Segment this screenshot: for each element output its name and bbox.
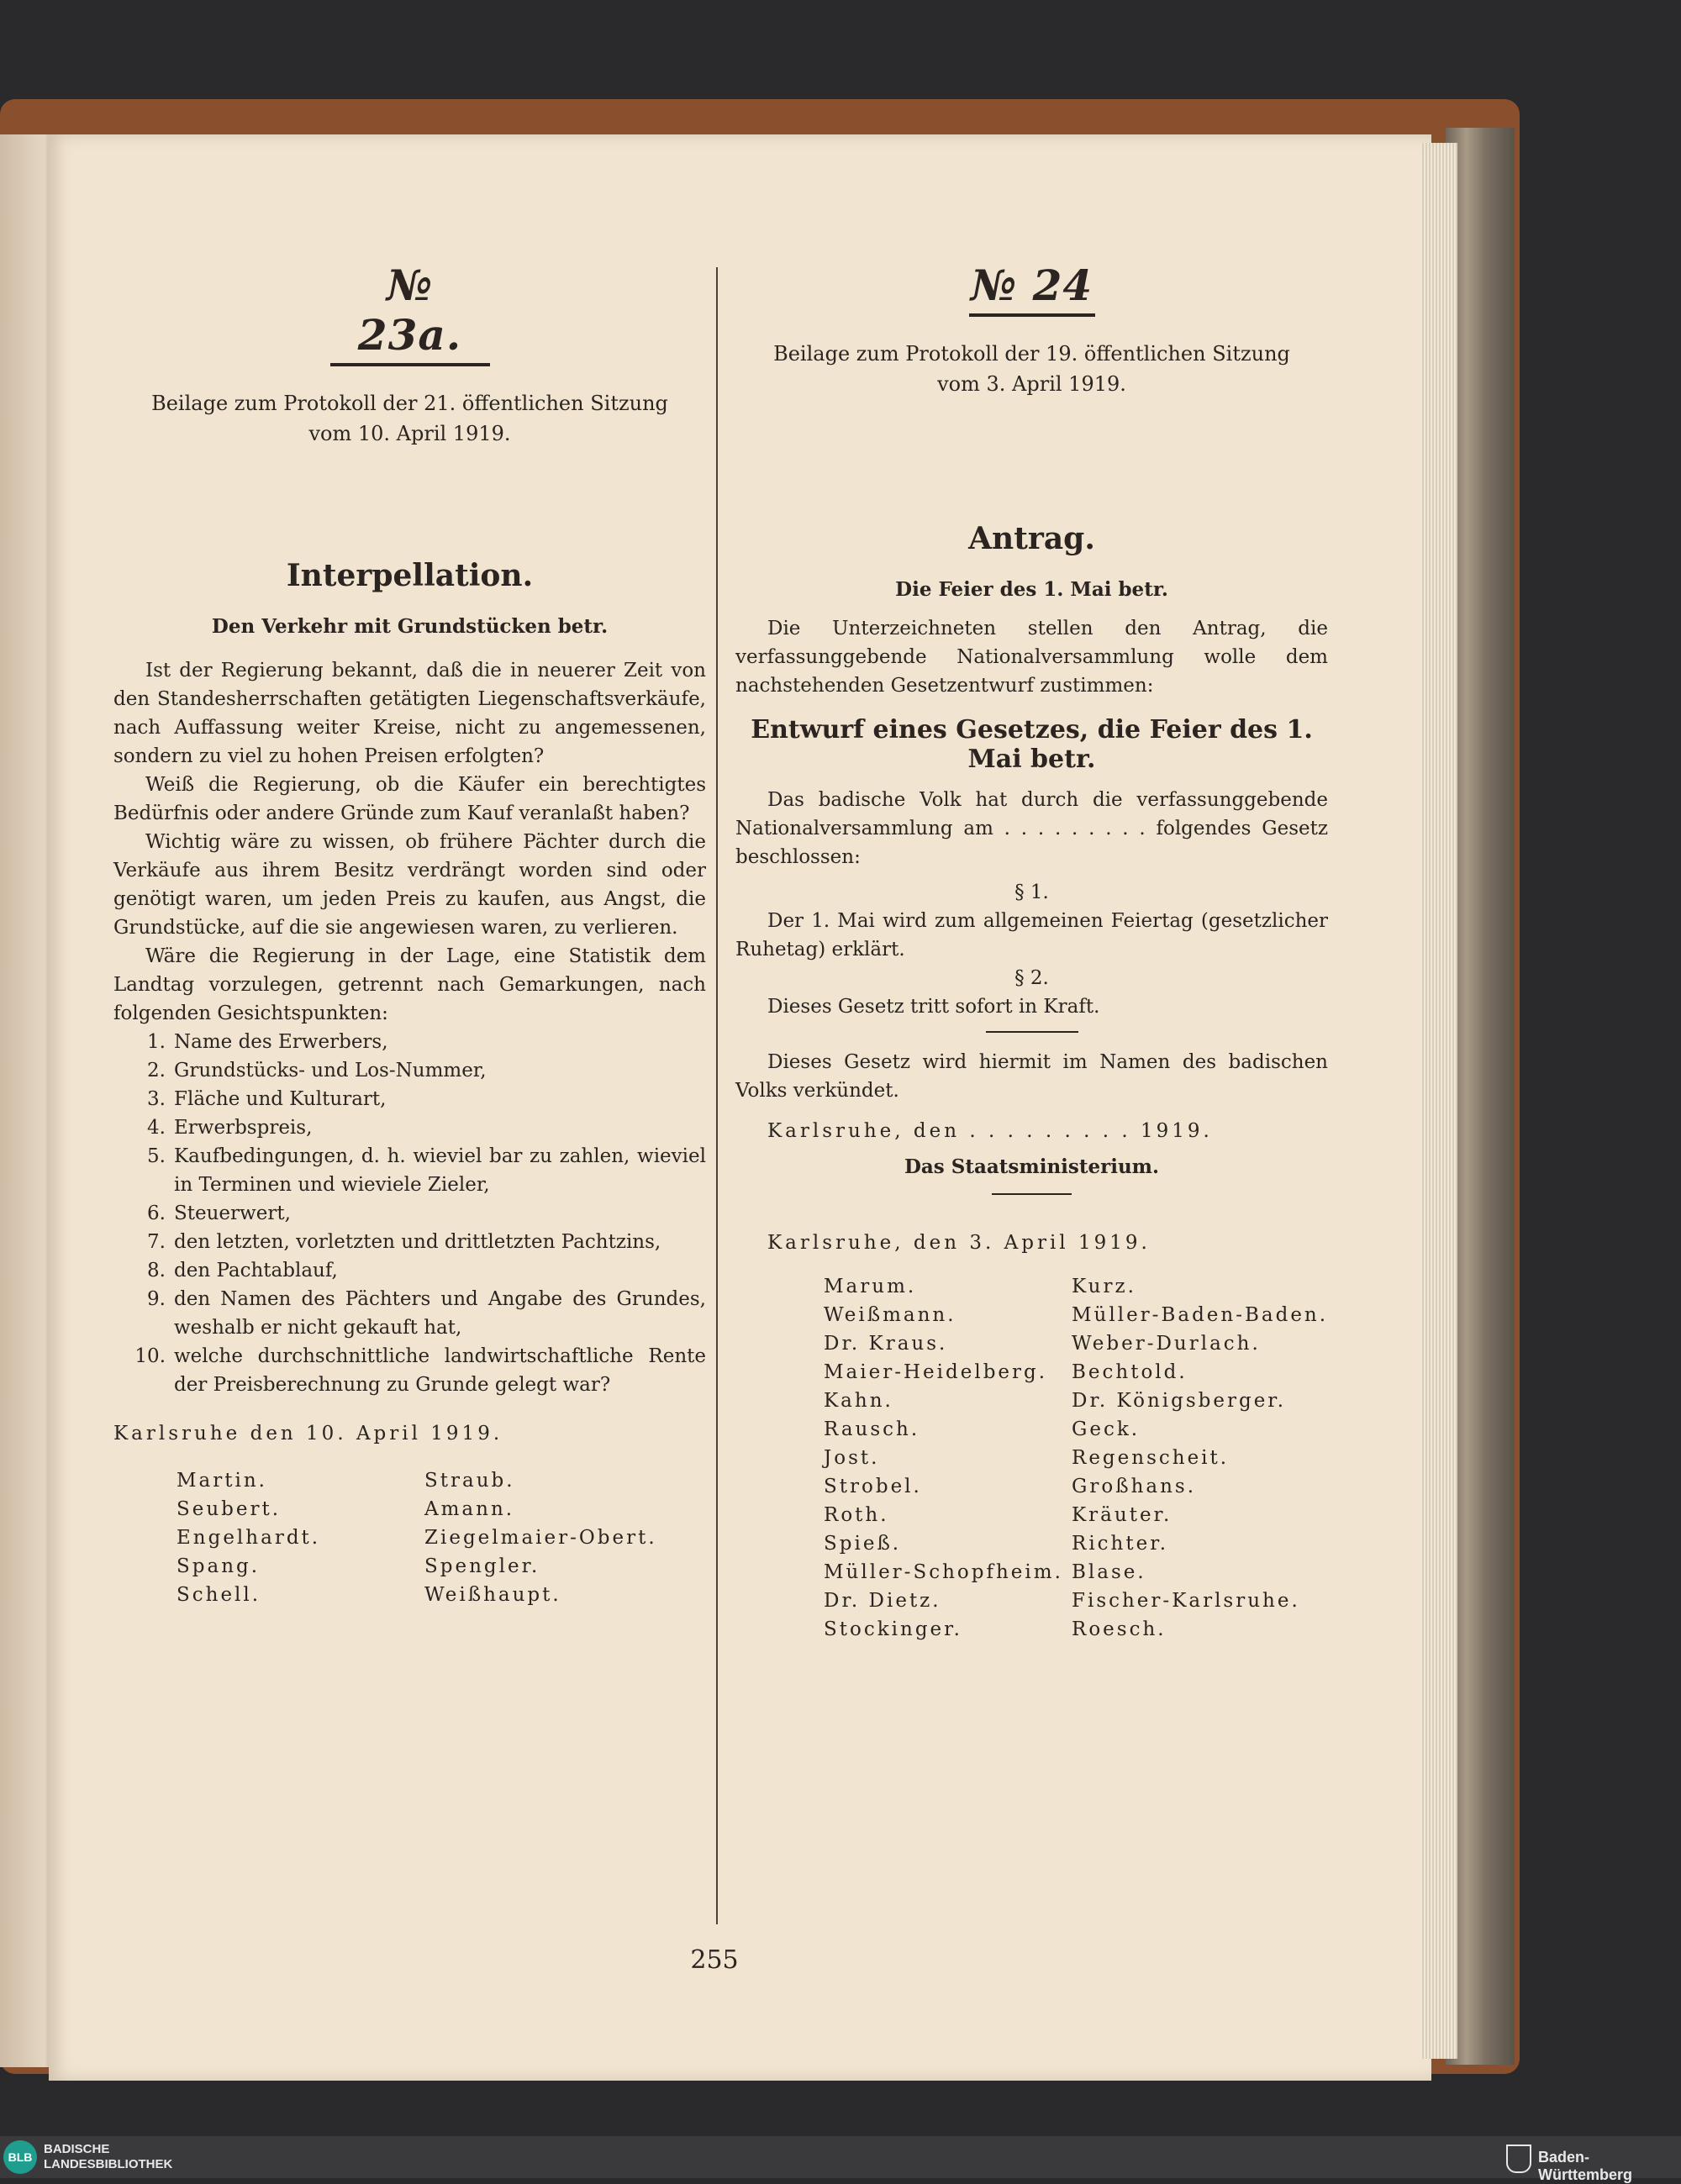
- signatory: Müller-Baden-Baden.: [1072, 1304, 1329, 1326]
- signatory-list: [824, 1272, 1328, 1644]
- item-text: Steuerwert,: [174, 1203, 291, 1224]
- library-name-line2: LANDESBIBLIOTHEK: [44, 2157, 173, 2171]
- item-number: 6.: [147, 1203, 166, 1224]
- item-text: welche durchschnittliche landwirtschaftliche Rente der Preisberechnung zu Grunde gelegt war?: [174, 1345, 706, 1396]
- signatory: Geck.: [1072, 1418, 1141, 1440]
- list-item: [113, 1113, 706, 1142]
- signatory: Weißmann.: [824, 1304, 956, 1326]
- list-item: [113, 1056, 706, 1085]
- baden-wuerttemberg-crest-icon[interactable]: [1506, 2145, 1531, 2173]
- signatory: Kurz.: [1072, 1276, 1136, 1297]
- supplement-line: Beilage zum Protokoll der 19. öffentlichen Sitzung: [773, 342, 1290, 366]
- list-item: [113, 1028, 706, 1056]
- document-subject: Den Verkehr mit Grundstücken betr.: [211, 615, 609, 638]
- signatory: Kahn.: [824, 1390, 893, 1412]
- document-23a: [113, 261, 706, 1609]
- column-divider: [716, 267, 718, 1924]
- paragraph: Das badische Volk hat durch die verfassunggebende Nationalversammlung am . . . . . . . . . folgendes Gesetz beschlossen:: [735, 789, 1328, 868]
- signatory-list: [177, 1466, 706, 1609]
- signatory: Engelhardt.: [177, 1527, 321, 1549]
- signatory: Martin.: [177, 1470, 267, 1492]
- signatory: Richter.: [1072, 1533, 1169, 1555]
- signatory: Straub.: [424, 1470, 515, 1492]
- signatory: Schell.: [177, 1584, 261, 1606]
- list-item: [113, 1256, 706, 1285]
- signatory: Spang.: [177, 1555, 261, 1577]
- signatory: Müller-Schopfheim.: [824, 1561, 1063, 1583]
- library-name[interactable]: [44, 2142, 172, 2172]
- item-number: 2.: [147, 1060, 166, 1081]
- signatory: Großhans.: [1072, 1476, 1197, 1497]
- list-item: [113, 1342, 706, 1399]
- signatory: Dr. Dietz.: [824, 1590, 941, 1612]
- list-item: [113, 1228, 706, 1256]
- signatory: Ziegelmaier-Obert.: [424, 1527, 657, 1549]
- list-item: [113, 1285, 706, 1342]
- signatory: Strobel.: [824, 1476, 922, 1497]
- document-title: Antrag.: [968, 521, 1095, 556]
- page-stack-edge: [1420, 143, 1457, 2059]
- item-number: 5.: [147, 1145, 166, 1167]
- signatory: Weber-Durlach.: [1072, 1333, 1261, 1355]
- item-text: Kaufbedingungen, d. h. wieviel bar zu zahlen, wieviel in Terminen und wieviele Zieler,: [174, 1145, 706, 1196]
- item-text: Erwerbspreis,: [174, 1117, 313, 1139]
- paragraph: Weiß die Regierung, ob die Käufer ein berechtigtes Bedürfnis oder andere Gründe zum Kauf veranlaßt haben?: [113, 774, 706, 824]
- page-number: 255: [690, 1945, 739, 1975]
- signatory: Dr. Kraus.: [824, 1333, 948, 1355]
- signatory: Roth.: [824, 1504, 889, 1526]
- signatory: Seubert.: [177, 1498, 282, 1520]
- item-text: Name des Erwerbers,: [174, 1031, 388, 1053]
- signatory: Jost.: [824, 1447, 880, 1469]
- paragraph: Ist der Regierung bekannt, daß die in neuerer Zeit von den Standesherrschaften getätigten Liegenschaftsverkäufe, nach Auffassung weiter Kreise, nicht zu angemessenen, sondern zu viel zu hohen Preisen erfolgten?: [113, 660, 706, 767]
- signatory: Amann.: [424, 1498, 515, 1520]
- item-number: 10.: [134, 1345, 166, 1367]
- supplement-date: vom 10. April 1919.: [308, 422, 511, 445]
- signatory: Rausch.: [824, 1418, 920, 1440]
- document-number: № 23a.: [330, 261, 490, 366]
- item-number: 9.: [147, 1288, 166, 1310]
- item-text: den letzten, vorletzten und drittletzten Pachtzins,: [174, 1231, 661, 1253]
- signatory: Dr. Königsberger.: [1072, 1390, 1287, 1412]
- item-text: den Pachtablauf,: [174, 1260, 338, 1281]
- partner-name[interactable]: Baden-Württemberg: [1538, 2149, 1632, 2183]
- paragraph: Die Unterzeichneten stellen den Antrag, die verfassunggebende Nationalversammlung wolle dem nachstehenden Gesetzentwurf zustimmen:: [735, 618, 1328, 697]
- place-date: Karlsruhe, den . . . . . . . . . 1919.: [767, 1120, 1213, 1142]
- list-item: [113, 1085, 706, 1113]
- criteria-list: [113, 1028, 706, 1399]
- signatory: Weißhaupt.: [424, 1584, 561, 1606]
- draft-heading: Entwurf eines Gesetzes, die Feier des 1. Mai betr.: [751, 715, 1313, 774]
- signatory: Maier-Heidelberg.: [824, 1361, 1048, 1383]
- signatory: Bechtold.: [1072, 1361, 1188, 1383]
- left-page-edge: [0, 134, 55, 2067]
- item-number: 3.: [147, 1088, 166, 1110]
- supplement-date: vom 3. April 1919.: [937, 372, 1126, 396]
- item-text: Grundstücks- und Los-Nummer,: [174, 1060, 487, 1081]
- signatory: Blase.: [1072, 1561, 1146, 1583]
- signatory: Kräuter.: [1072, 1504, 1172, 1526]
- paragraph: Dieses Gesetz tritt sofort in Kraft.: [767, 996, 1100, 1018]
- list-item: [113, 1199, 706, 1228]
- signatory: Stockinger.: [824, 1618, 962, 1640]
- document-number: № 24: [969, 261, 1095, 317]
- signatory: Spieß.: [824, 1533, 902, 1555]
- signatory: Roesch.: [1072, 1618, 1167, 1640]
- ministry: Das Staatsministerium.: [904, 1155, 1160, 1178]
- section-label: § 2.: [1014, 967, 1049, 989]
- place-date: Karlsruhe den 10. April 1919.: [113, 1423, 503, 1445]
- item-number: 1.: [147, 1031, 166, 1053]
- item-number: 7.: [147, 1231, 166, 1253]
- library-name-line1: BADISCHE: [44, 2142, 110, 2156]
- signatory: Spengler.: [424, 1555, 540, 1577]
- document-title: Interpellation.: [286, 558, 534, 593]
- item-number: 8.: [147, 1260, 166, 1281]
- signatory: Marum.: [824, 1276, 917, 1297]
- paragraph: Dieses Gesetz wird hiermit im Namen des badischen Volks verkündet.: [735, 1051, 1328, 1102]
- document-subject: Die Feier des 1. Mai betr.: [895, 578, 1168, 601]
- item-number: 4.: [147, 1117, 166, 1139]
- place-date: Karlsruhe, den 3. April 1919.: [767, 1232, 1151, 1254]
- supplement-line: Beilage zum Protokoll der 21. öffentlichen Sitzung: [151, 392, 668, 415]
- list-item: [113, 1142, 706, 1199]
- section-label: § 1.: [1014, 881, 1049, 903]
- document-24: [735, 261, 1328, 1644]
- signatory: Regenscheit.: [1072, 1447, 1230, 1469]
- signatory: Fischer-Karlsruhe.: [1072, 1590, 1300, 1612]
- item-text: den Namen des Pächters und Angabe des Grundes, weshalb er nicht gekauft hat,: [174, 1288, 706, 1339]
- paragraph: Wäre die Regierung in der Lage, eine Statistik dem Landtag vorzulegen, getrennt nach Gemarkungen, nach folgenden Gesichtspunkten:: [113, 945, 706, 1024]
- footer-bar: [0, 2136, 1681, 2183]
- item-text: Fläche und Kulturart,: [174, 1088, 387, 1110]
- paragraph: Wichtig wäre zu wissen, ob frühere Pächter durch die Verkäufe aus ihrem Besitz verdrängt worden sind oder genötigt waren, um jeden Preis zu kaufen, aus Angst, die Grundstücke, auf die sie angewiesen waren, zu verlieren.: [113, 831, 706, 939]
- blb-logo-icon[interactable]: BLB: [3, 2140, 37, 2174]
- paragraph: Der 1. Mai wird zum allgemeinen Feiertag (gesetzlicher Ruhetag) erklärt.: [735, 910, 1328, 960]
